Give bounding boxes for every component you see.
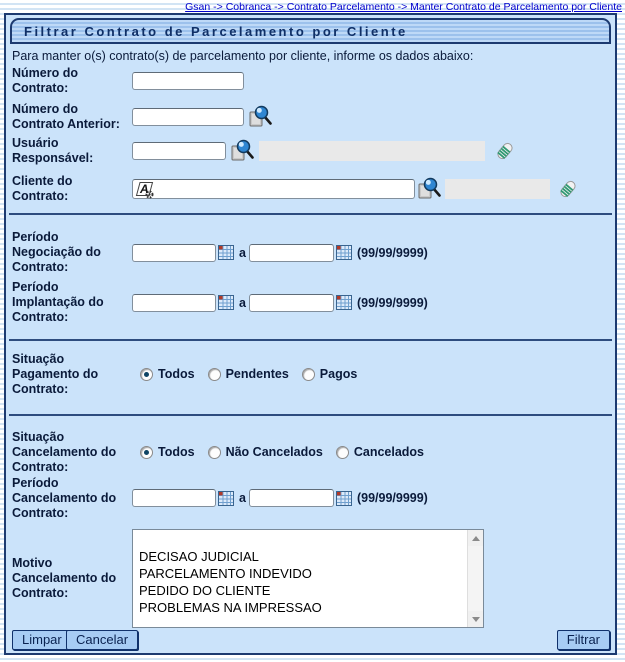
- cancellation-period-label: Período Cancelamento do Contrato:: [12, 475, 117, 520]
- list-item[interactable]: DECISAO JUDICIAL: [139, 549, 259, 564]
- payment-status-label: Situação Pagamento do Contrato:: [12, 351, 99, 396]
- radio-cancel-nao-cancelados[interactable]: [208, 446, 221, 459]
- search-icon[interactable]: [248, 105, 273, 129]
- cancellation-status-radio-group: [140, 445, 437, 459]
- responsible-user-input[interactable]: [132, 142, 226, 160]
- radio-cancel-nao-cancelados-label: Não Cancelados: [225, 445, 323, 459]
- radio-payment-pendentes-label: Pendentes: [225, 367, 289, 381]
- cancel-button[interactable]: Cancelar: [66, 630, 138, 650]
- date-format-hint: (99/99/9999): [356, 245, 428, 260]
- instruction-text: Para manter o(s) contrato(s) de parcelamento por cliente, informe os dados abaixo:: [12, 49, 474, 63]
- radio-payment-pagos[interactable]: [302, 368, 315, 381]
- negotiation-period-label: Período Negociação do Contrato:: [12, 230, 101, 274]
- cancellation-reason-label: Motivo Cancelamento do Contrato:: [12, 556, 117, 600]
- period-separator: a: [239, 491, 246, 505]
- contract-number-input[interactable]: [132, 72, 244, 90]
- section-divider: [9, 339, 612, 341]
- list-item[interactable]: PARCELAMENTO INDEVIDO: [139, 566, 312, 581]
- radio-payment-todos[interactable]: [140, 368, 153, 381]
- date-format-hint: (99/99/9999): [356, 295, 428, 310]
- payment-status-radio-group: [140, 367, 370, 381]
- cancellation-reason-row: [12, 529, 615, 628]
- list-item[interactable]: PROBLEMAS NA IMPRESSAO: [139, 600, 322, 615]
- cancellation-reason-listbox[interactable]: [132, 529, 484, 628]
- contract-client-label: Cliente do Contrato:: [12, 174, 73, 203]
- implantation-period-row: [12, 280, 615, 325]
- calendar-icon[interactable]: [218, 295, 234, 310]
- contract-number-label: Número do Contrato:: [12, 66, 78, 95]
- cancellation-period-to-input[interactable]: [249, 489, 334, 507]
- previous-contract-row: [12, 102, 615, 132]
- calendar-icon[interactable]: [336, 295, 352, 310]
- cancellation-status-row: [12, 429, 615, 475]
- eraser-icon[interactable]: [494, 140, 516, 162]
- negotiation-period-row: [12, 230, 615, 275]
- responsible-user-display: [259, 141, 485, 161]
- payment-status-row: [12, 351, 615, 397]
- period-separator: a: [239, 295, 246, 310]
- breadcrumb[interactable]: Gsan -> Cobranca -> Contrato Parcelamento -> Manter Contrato de Parcelamento por Cliente: [185, 1, 622, 13]
- svg-text:A: A: [140, 182, 149, 196]
- section-divider: [9, 213, 612, 215]
- previous-contract-label: Número do Contrato Anterior:: [12, 102, 120, 131]
- previous-contract-input[interactable]: [132, 108, 244, 126]
- implantation-period-label: Período Implantação do Contrato:: [12, 280, 104, 324]
- calendar-icon[interactable]: [218, 245, 234, 260]
- listbox-options: [133, 531, 466, 616]
- radio-cancel-cancelados[interactable]: [336, 446, 349, 459]
- clear-button[interactable]: Limpar: [12, 630, 72, 650]
- responsible-user-label: Usuário Responsável:: [12, 136, 94, 165]
- page-title: Filtrar Contrato de Parcelamento por Cliente: [24, 23, 408, 39]
- calendar-icon[interactable]: [218, 491, 234, 506]
- list-item[interactable]: PEDIDO DO CLIENTE: [139, 583, 271, 598]
- eraser-icon[interactable]: [557, 178, 579, 200]
- section-divider: [9, 414, 612, 416]
- radio-payment-todos-label: Todos: [158, 367, 195, 381]
- calendar-icon[interactable]: [336, 491, 352, 506]
- implantation-period-to-input[interactable]: [249, 294, 334, 312]
- contract-client-display: [445, 179, 550, 199]
- radio-payment-pendentes[interactable]: [208, 368, 221, 381]
- filter-button[interactable]: Filtrar: [557, 630, 610, 650]
- list-item[interactable]: [133, 531, 466, 548]
- period-separator: a: [239, 245, 246, 260]
- listbox-scrollbar[interactable]: [467, 530, 483, 627]
- calendar-icon[interactable]: [336, 245, 352, 260]
- cancellation-period-from-input[interactable]: [132, 489, 216, 507]
- negotiation-period-from-input[interactable]: [132, 244, 216, 262]
- cancellation-status-label: Situação Cancelamento do Contrato:: [12, 429, 117, 474]
- scroll-down-icon[interactable]: [468, 611, 484, 627]
- cancellation-period-row: [12, 475, 615, 521]
- radio-cancel-todos[interactable]: [140, 446, 153, 459]
- contract-client-row: [12, 174, 615, 204]
- implantation-period-from-input[interactable]: [132, 294, 216, 312]
- radio-cancel-todos-label: Todos: [158, 445, 195, 459]
- date-format-hint: (99/99/9999): [356, 491, 428, 505]
- scroll-up-icon[interactable]: [468, 530, 484, 546]
- radio-payment-pagos-label: Pagos: [319, 367, 358, 381]
- negotiation-period-to-input[interactable]: [249, 244, 334, 262]
- search-icon[interactable]: [230, 139, 255, 163]
- contract-number-row: [12, 66, 615, 96]
- search-icon[interactable]: [417, 177, 442, 201]
- panel-header: [10, 18, 611, 44]
- responsible-user-row: [12, 136, 615, 166]
- filter-panel: [4, 13, 617, 655]
- contract-client-input[interactable]: [132, 179, 415, 199]
- radio-cancel-cancelados-label: Cancelados: [353, 445, 425, 459]
